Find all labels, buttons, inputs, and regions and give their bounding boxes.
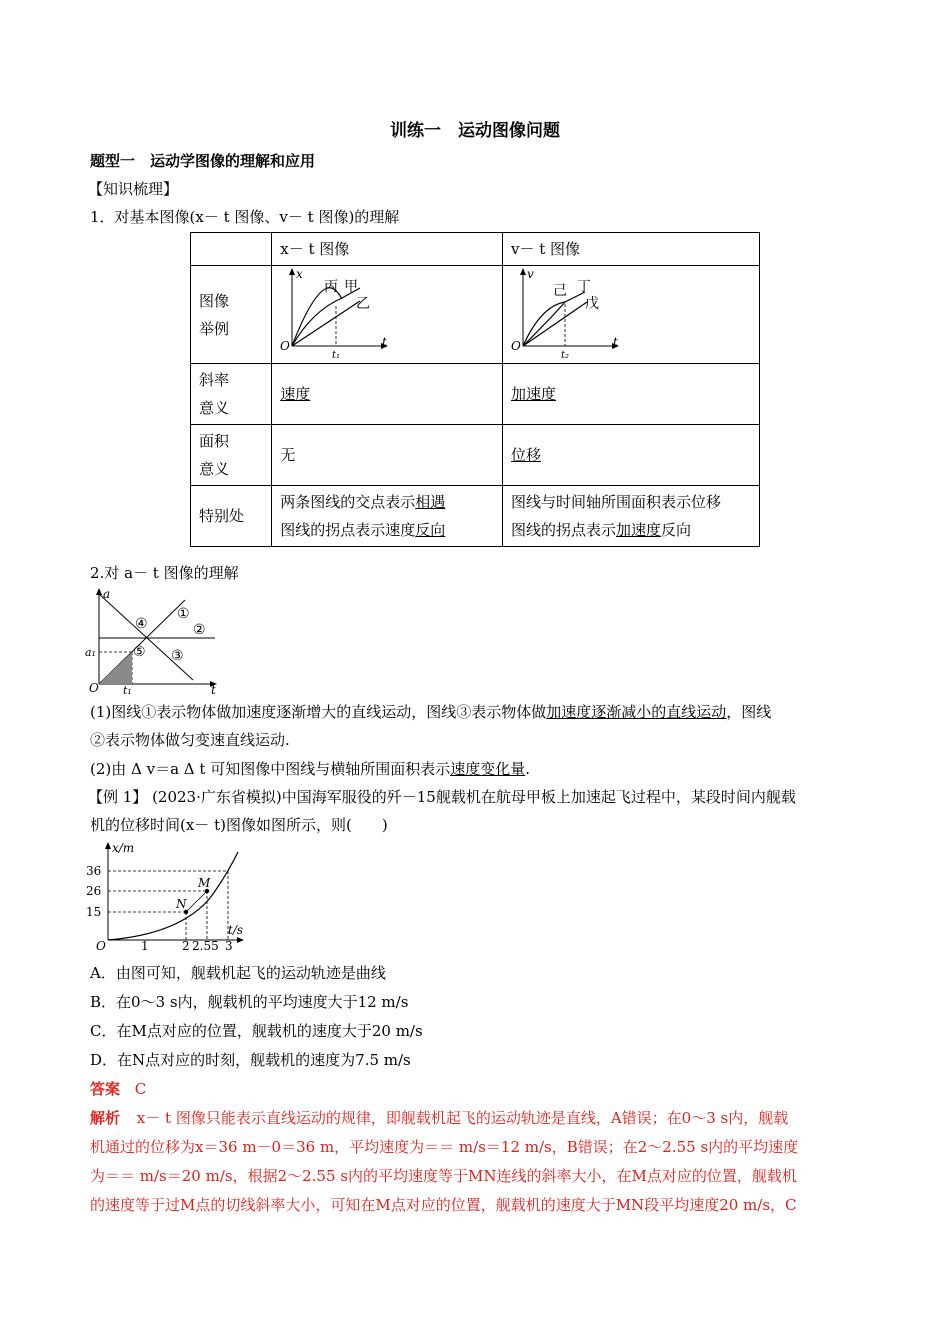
at-mark-2: ② [193,622,206,638]
analysis-line-1: 解析 x－ t 图像只能表示直线运动的规律，即舰载机起飞的运动轨迹是直线，A错误；在0～3 s内，舰载 [90,1109,789,1127]
xt-y-arrow [289,268,295,275]
vt-t2-label: t₂ [561,350,570,361]
option-d: D．在N点对应的时刻，舰载机的速度为7.5 m/s [90,1051,411,1069]
example-xt-graph [80,838,250,954]
vt-origin: O [511,339,521,353]
ex-x-arrow [237,937,244,943]
option-c: C．在M点对应的位置，舰载机的速度大于20 m/s [90,1022,423,1040]
xt-y-label: x [296,267,304,281]
at-a1-label: a₁ [85,646,96,659]
vt-y-arrow [520,268,526,275]
xt-label-jia: 甲 [344,279,359,295]
at-shaded-area [99,652,132,684]
analysis-line-2: 机通过的位移为x＝36 m－0＝36 m，平均速度为＝＝ m/s＝12 m/s，B错误；在2～2.55 s内的平均速度 [90,1138,799,1156]
at-origin: O [89,681,99,695]
table-header-xt: x－ t 图像 [272,233,503,266]
vt-curve-ding [523,292,585,346]
vt-line-wu [523,302,587,346]
slope-vt: 加速度 [503,364,760,425]
row-label-image: 图像 举例 [191,266,272,364]
knowledge-heading: 【知识梳理】 [88,180,179,198]
xt-t1-label: t₁ [332,350,341,361]
row-label-special: 特别处 [191,486,272,547]
at-mark-5: ⑤ [133,644,146,660]
ex-origin: O [96,939,106,953]
ex-ytick-36: 36 [86,864,102,878]
vt-graph-cell [503,266,760,364]
area-vt: 位移 [503,425,760,486]
ex-label-m: M [198,876,211,890]
answer-value: C [134,1080,147,1098]
xt-origin: O [280,339,291,353]
paragraph-1-line-1: (1)图线①表示物体做加速度逐渐增大的直线运动，图线③表示物体做加速度逐渐减小的直线运动，图线 [90,703,772,721]
area-xt: 无 [272,425,503,486]
row-label-slope: 斜率 意义 [191,364,272,425]
ex-mn-chord [186,891,207,912]
ex-ytick-15: 15 [86,905,102,919]
at-y-arrow [96,588,102,595]
ex-y-label: x/m [112,841,135,855]
graph-comparison-table [190,232,760,547]
option-b: B．在0～3 s内，舰载机的平均速度大于12 m/s [90,993,409,1011]
example-line-2: 机的位移时间(x－ t)图像如图所示，则( ) [90,816,388,834]
xt-example-graph [272,266,486,361]
item-1-heading: 1．对基本图像(x－ t 图像、v－ t 图像)的理解 [90,208,400,226]
at-graph [85,586,225,697]
at-t1-label: t₁ [123,684,132,697]
option-a: A．由图可知，舰载机起飞的运动轨迹是曲线 [90,964,386,982]
xt-curve-bing [292,288,342,346]
paragraph-1-line-2: ②表示物体做匀变速直线运动. [90,731,290,749]
ex-xtick-255: 2.55 [192,939,219,953]
at-y-label: a [103,587,111,601]
vt-label-ji: 己 [553,283,567,299]
slope-xt: 速度 [272,364,503,425]
analysis-line-3: 为＝＝ m/s＝20 m/s，根据2～2.55 s内的平均速度等于MN连线的斜率大小，在M点对应的位置，舰载机 [90,1167,797,1185]
paragraph-2: (2)由 Δ v＝a Δ t 可知图像中图线与横轴所围面积表示速度变化量. [90,760,530,778]
at-mark-1: ① [177,606,190,622]
ex-ytick-26: 26 [86,884,102,898]
vt-label-ding: 丁 [577,279,591,295]
vt-label-wu: 戊 [585,296,599,312]
xt-label-bing: 丙 [324,279,339,295]
row-label-area: 面积 意义 [191,425,272,486]
page-title: 训练一 运动图像问题 [390,121,560,141]
answer-line [90,1078,146,1099]
ex-x-label: t/s [228,923,244,937]
ex-label-n: N [176,897,187,911]
answer-label: 答案 [90,1080,121,1098]
section-heading: 题型一 运动学图像的理解和应用 [90,152,316,170]
at-mark-4: ④ [135,616,148,632]
xt-graph-cell [272,266,503,364]
item-2-heading: 2.对 a－ t 图像的理解 [90,564,239,582]
table-header-empty [191,233,272,266]
analysis-line-4: 的速度等于过M点的切线斜率大小，可知在M点对应的位置，舰载机的速度大于MN段平均速度20 m/s，C [90,1196,797,1214]
table-header-vt: v－ t 图像 [503,233,760,266]
analysis-label: 解析 [90,1109,121,1127]
ex-xtick-1: 1 [141,939,149,953]
ex-y-arrow [105,842,111,849]
ex-xtick-2: 2 [182,939,190,953]
vt-x-label: t [613,335,618,349]
xt-x-label: t [382,335,388,349]
ex-xtick-3: 3 [225,939,233,953]
example-line-1: 【例 1】 (2023·广东省模拟)中国海军服役的歼－15舰载机在航母甲板上加速起飞过程中，某段时间内舰载 [88,788,796,806]
at-x-label: t [211,683,216,697]
at-mark-3: ③ [171,648,184,664]
ex-curve [108,852,238,940]
vt-y-label: v [527,267,534,281]
special-vt: 图线与时间轴所围面积表示位移 图线的拐点表示加速度反向 [503,486,760,547]
xt-line-yi [292,301,360,346]
xt-label-yi: 乙 [356,296,371,312]
vt-example-graph [503,266,759,361]
special-xt: 两条图线的交点表示相遇 图线的拐点表示速度反向 [272,486,503,547]
xt-curve-jia [292,288,360,346]
